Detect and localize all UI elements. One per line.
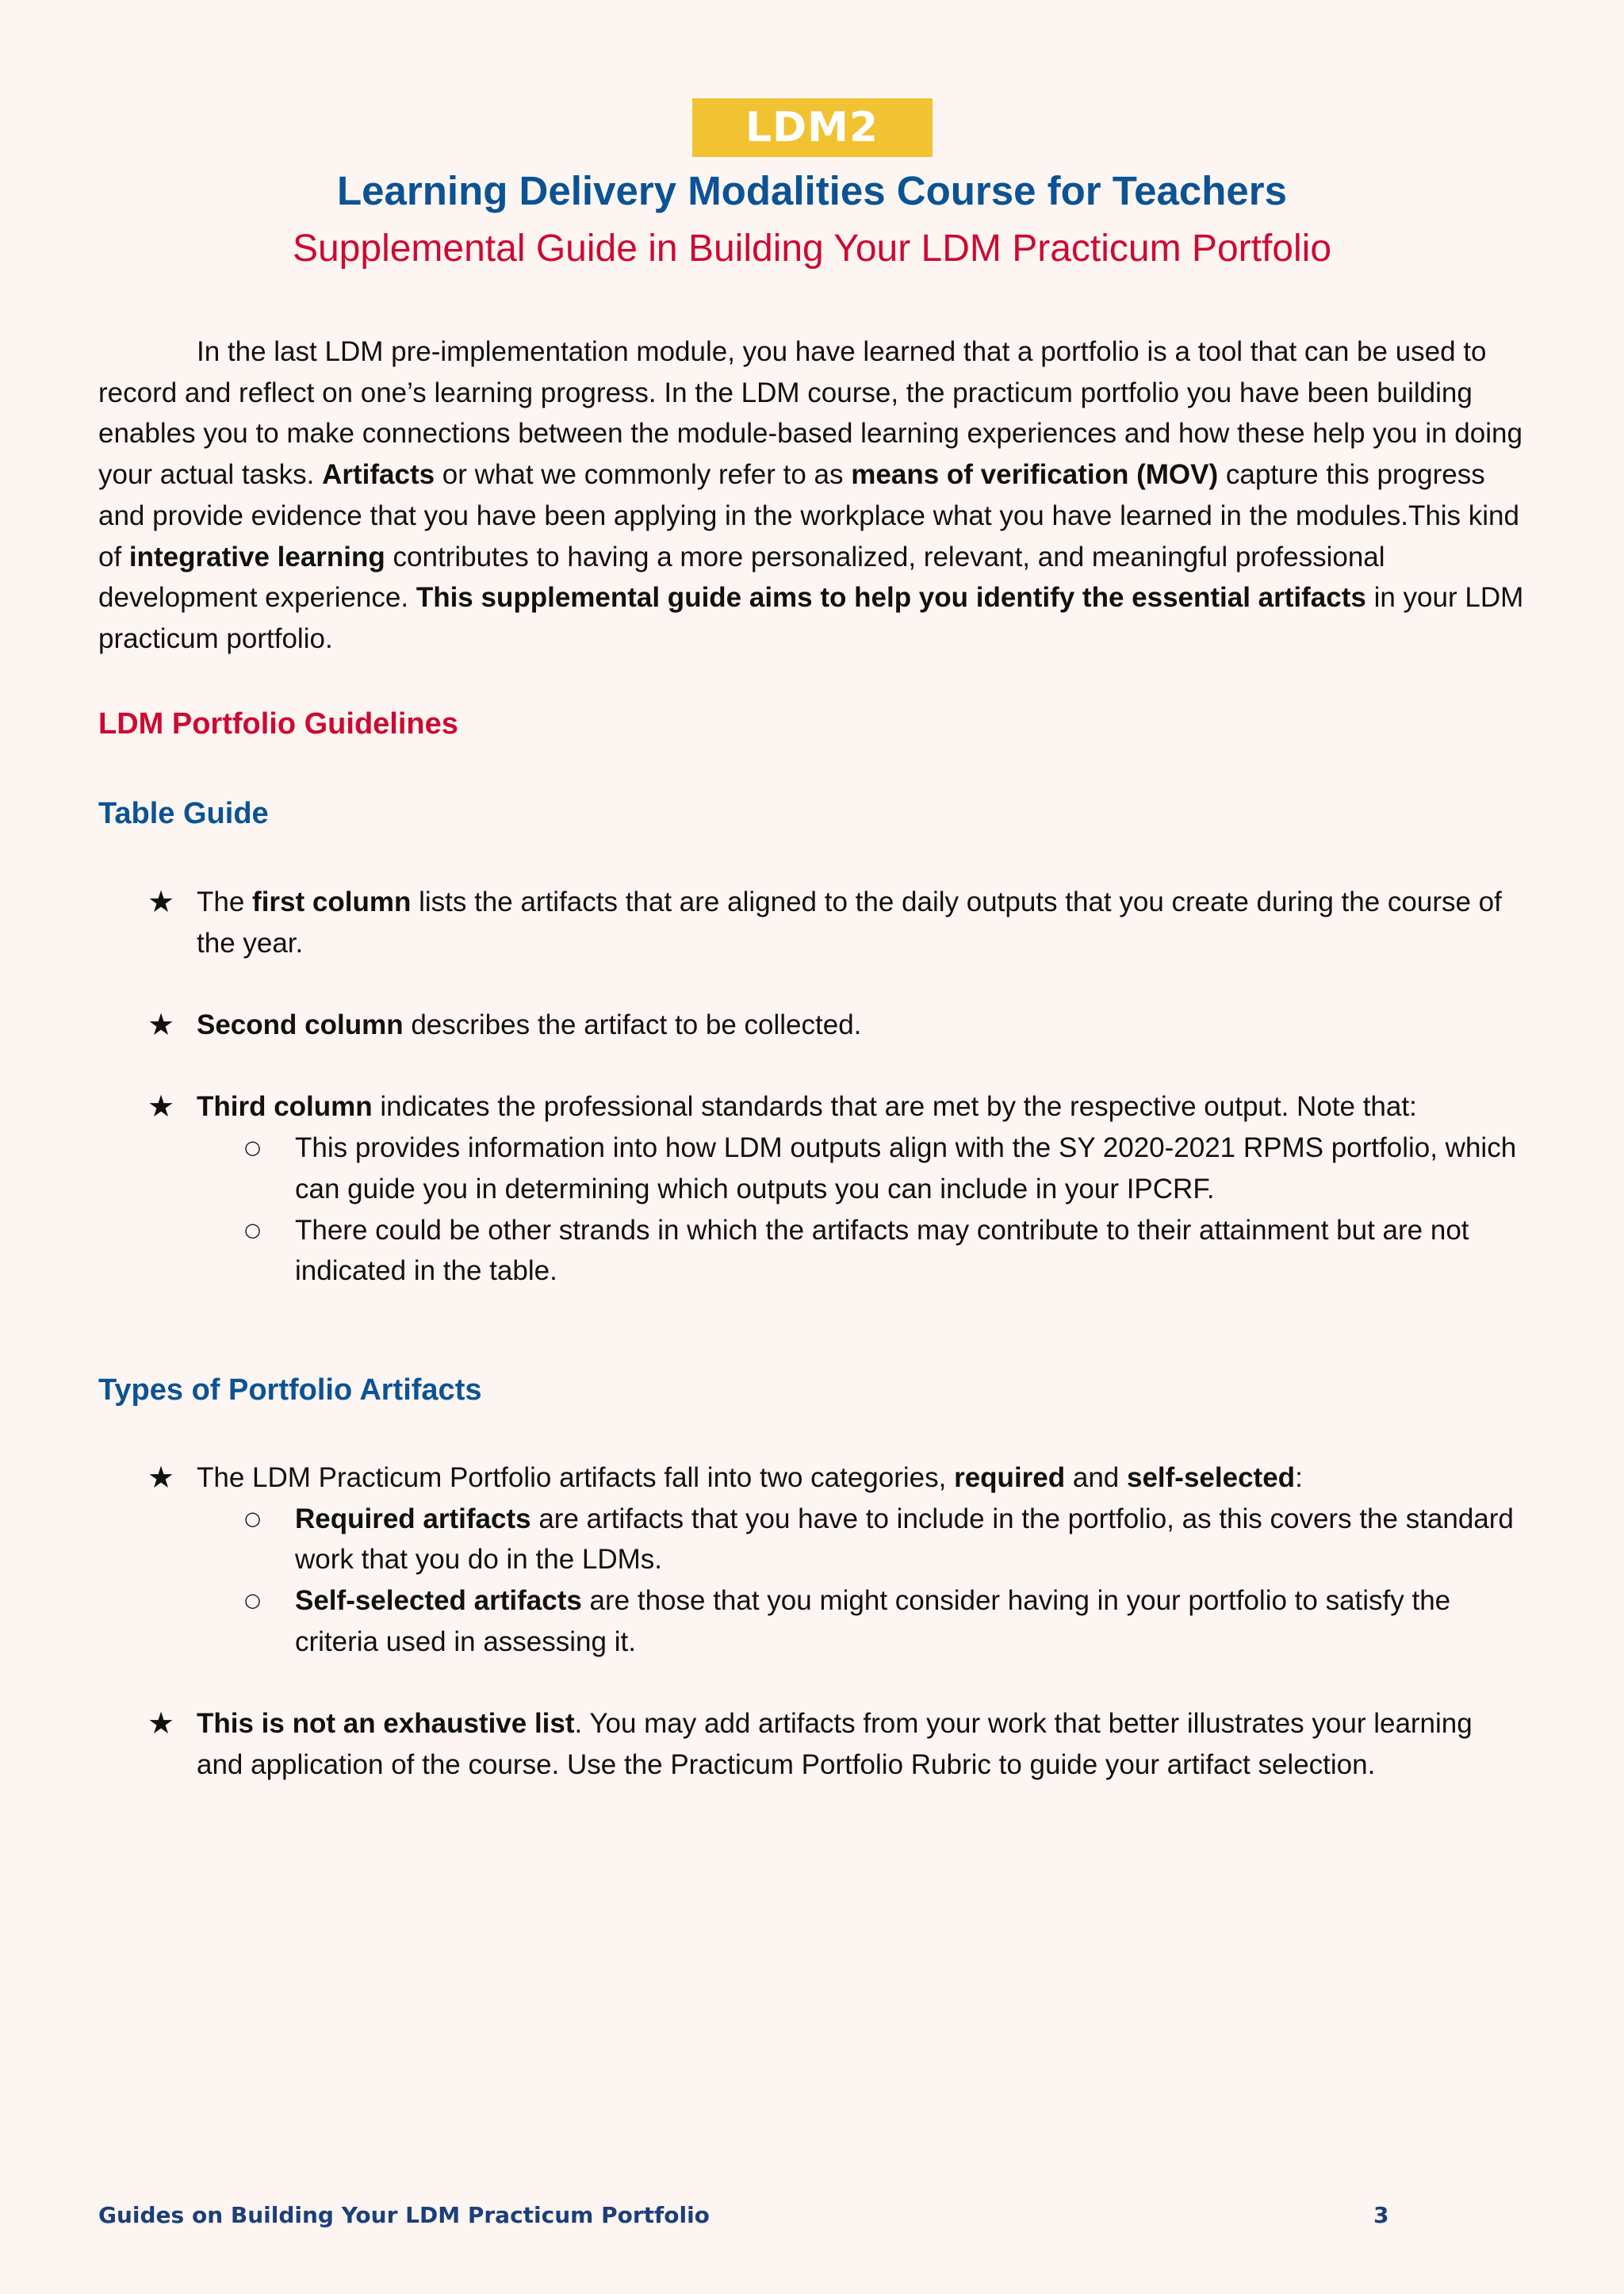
footer-title: Guides on Building Your LDM Practicum Portfolio [98, 2202, 710, 2228]
table-guide-heading: Table Guide [98, 797, 269, 830]
guidelines-heading: LDM Portfolio Guidelines [98, 707, 458, 741]
list-item [98, 1457, 1526, 1663]
list-item [98, 1086, 1526, 1292]
intro-text-1: In the last LDM pre-implementation module, you have learned that a portfolio is a tool that can be used to record and reflect on one’s learning progress. In the LDM course, the practicum portfolio you have been building enables you to make connections between the module-based learning experiences and how these help you in doing your actual tasks. [98, 336, 1522, 491]
star-bullet-icon: ★ [147, 884, 175, 919]
intro-bold-mov: means of verification (MOV) [851, 459, 1219, 491]
badge-container [0, 98, 1624, 157]
item-bold: This is not an exhaustive list [197, 1708, 575, 1740]
intro-text-3: capture this progress and provide evidence that you have been applying in the workplace what you have learned in the modules.This kind of [98, 459, 1519, 573]
types-heading: Types of Portfolio Artifacts [98, 1373, 482, 1407]
sub-list-item [197, 1499, 1526, 1580]
circle-bullet-icon: ○ [244, 1507, 261, 1530]
sub-item-bold: Required artifacts [295, 1503, 531, 1534]
item-bold: first column [252, 887, 412, 917]
item-text-pre: The LDM Practicum Portfolio artifacts fall into two categories, [197, 1462, 955, 1493]
item-bold: Second column [197, 1009, 404, 1041]
item-bold: Third column [197, 1091, 373, 1123]
sub-item-bold: Self-selected artifacts [295, 1585, 582, 1617]
item-bold-self-selected: self-selected [1127, 1462, 1296, 1493]
list-item [98, 882, 1526, 963]
circle-bullet-icon: ○ [244, 1589, 261, 1612]
sub-list-item [197, 1580, 1526, 1662]
star-bullet-icon: ★ [147, 1706, 175, 1741]
intro-bold-artifacts: Artifacts [322, 459, 435, 491]
star-bullet-icon: ★ [147, 1007, 175, 1043]
page-title: Learning Delivery Modalities Course for Teachers [337, 168, 1287, 213]
intro-paragraph [98, 331, 1526, 660]
page-number: 3 [1373, 2202, 1389, 2228]
item-bold-required: required [954, 1462, 1066, 1493]
intro-text-4: contributes to having a more personalized, relevant, and meaningful professional development experience. [98, 541, 1385, 614]
intro-bold-integrative: integrative learning [128, 541, 385, 573]
list-item [98, 1005, 1526, 1046]
item-text: indicates the professional standards that are met by the respective output. Note that: [372, 1091, 1417, 1123]
sub-list [197, 1499, 1526, 1663]
ldm2-badge: LDM2 [692, 98, 933, 157]
sub-item-text: are artifacts that you have to include in the portfolio, as this covers the standard work that you do in the LDMs. [295, 1503, 1514, 1576]
star-bullet-icon: ★ [147, 1089, 175, 1124]
intro-bold-aim: This supplemental guide aims to help you identify the essential artifacts [416, 582, 1366, 614]
item-text-pre: The [197, 887, 253, 917]
intro-text-2: or what we commonly refer to as [435, 459, 852, 491]
sub-item-text: are those that you might consider having in your portfolio to satisfy the criteria used in assessing it. [295, 1585, 1451, 1657]
item-text-mid: and [1065, 1462, 1127, 1493]
circle-bullet-icon: ○ [244, 1218, 261, 1241]
list-item [98, 1703, 1526, 1785]
item-text: lists the artifacts that are aligned to the daily outputs that you create during the course of the year. [197, 887, 1502, 959]
item-text: describes the artifact to be collected. [403, 1009, 862, 1041]
sub-list-item [197, 1210, 1526, 1292]
item-text: . You may add artifacts from your work that better illustrates your learning and application of the course. Use the Practicum Portfolio Rubric to guide your artifact selection. [197, 1708, 1473, 1780]
item-text-post: : [1295, 1462, 1303, 1493]
table-guide-list [98, 882, 1526, 1292]
intro-text-5: in your LDM practicum portfolio. [98, 582, 1524, 654]
page-subtitle: Supplemental Guide in Building Your LDM Practicum Portfolio [292, 228, 1332, 270]
circle-bullet-icon: ○ [244, 1136, 261, 1159]
sub-item-text: This provides information into how LDM outputs align with the SY 2020-2021 RPMS portfolio, which can guide you in determining which outputs you can include in your IPCRF. [295, 1132, 1517, 1204]
sub-item-text: There could be other strands in which the artifacts may contribute to their attainment but are not indicated in the table. [295, 1214, 1469, 1287]
star-bullet-icon: ★ [147, 1460, 175, 1495]
sub-list [197, 1128, 1526, 1292]
types-list [98, 1457, 1526, 1786]
sub-list-item [197, 1128, 1526, 1209]
